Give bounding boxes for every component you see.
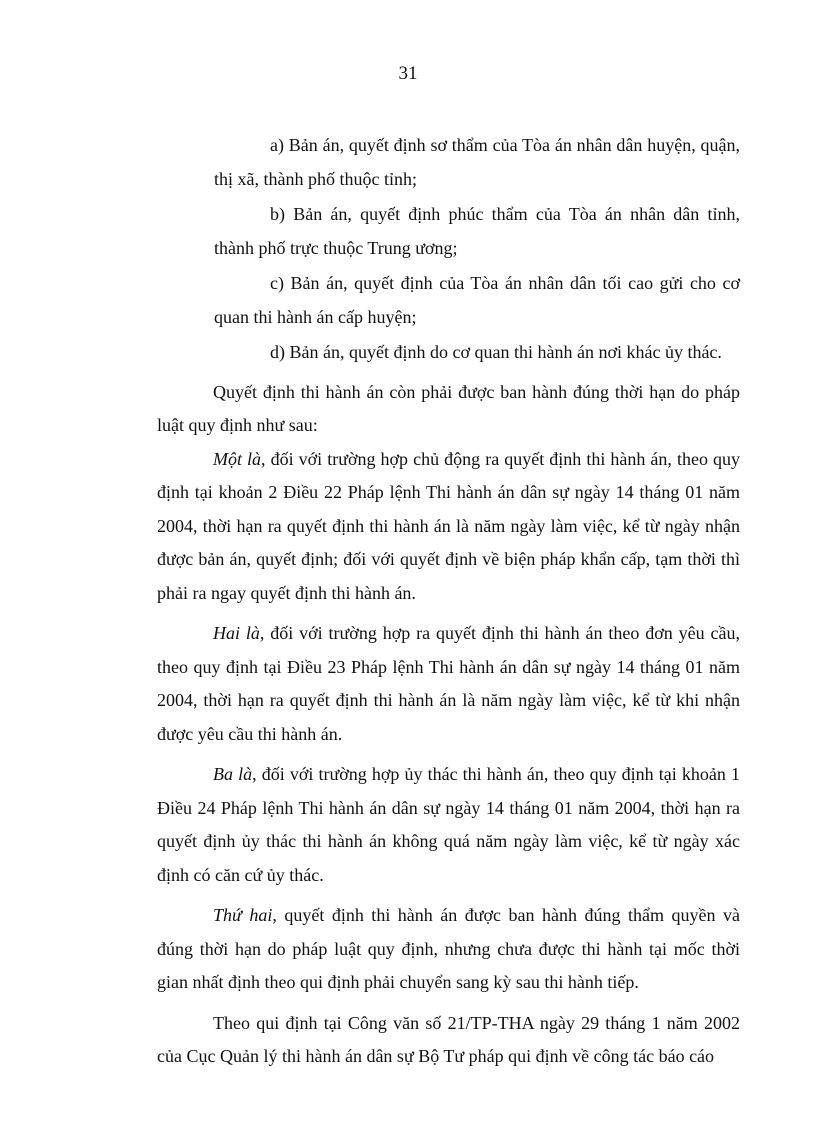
- paragraph-body: , đối với trường hợp chủ động ra quyết định thi hành án, theo quy định tại khoản 2 Điều 22 Pháp lệnh Thi hành án dân sự ngày 14 tháng 01 năm 2004, thời hạn ra quyết định thi hành án là năm ngày làm việc, kể từ ngày nhận được bản án, quyết định; đối với quyết định về biện pháp khẩn cấp, tạm thời thì phải ra ngay quyết định thi hành án.: [157, 448, 740, 603]
- list-item-c: c) Bản án, quyết định của Tòa án nhân dân tối cao gửi cho cơ quan thi hành án cấp huyện;: [214, 273, 740, 327]
- paragraph-hai-la: [157, 617, 740, 751]
- paragraph-thu-hai: [157, 899, 740, 1000]
- paragraph-theo-qui-dinh: Theo qui định tại Công văn số 21/TP-THA ngày 29 tháng 1 năm 2002 của Cục Quản lý thi hành án dân sự Bộ Tư pháp qui định về công tác báo cáo: [157, 1012, 740, 1066]
- paragraph-ba-la: [157, 758, 740, 892]
- paragraph-lead: Một là: [213, 448, 262, 469]
- paragraph-intro: Quyết định thi hành án còn phải được ban hành đúng thời hạn do pháp luật quy định như sau:: [157, 381, 740, 435]
- paragraph-lead: Ba là: [213, 764, 253, 784]
- document-body: [157, 129, 740, 1074]
- list-item-b: b) Bản án, quyết định phúc thẩm của Tòa án nhân dân tỉnh, thành phố trực thuộc Trung ương;: [214, 204, 740, 258]
- paragraph-body: , đối với trường hợp ra quyết định thi hành án theo đơn yêu cầu, theo quy định tại Điều 23 Pháp lệnh Thi hành án dân sự ngày 14 tháng 01 năm 2004, thời hạn ra quyết định thi hành án là năm ngày làm việc, kể từ khi nhận được yêu cầu thi hành án.: [157, 623, 740, 744]
- paragraph-body: , đối với trường hợp ủy thác thi hành án, theo quy định tại khoản 1 Điều 24 Pháp lệnh Thi hành án dân sự ngày 14 tháng 01 năm 2004, thời hạn ra quyết định ủy thác thi hành án không quá năm ngày làm việc, kể từ ngày xác định có căn cứ ủy thác.: [157, 764, 740, 885]
- page-number: 31: [398, 63, 418, 84]
- paragraph-lead: Thứ hai,: [213, 905, 277, 925]
- paragraph-lead: Hai là: [213, 623, 260, 643]
- paragraph-mot-la: [157, 443, 740, 611]
- paragraph-body: quyết định thi hành án được ban hành đúng thẩm quyền và đúng thời hạn do pháp luật quy định, nhưng chưa được thi hành tại mốc thời gian nhất định theo qui định phải chuyển sang kỳ sau thi hành tiếp.: [157, 905, 740, 992]
- list-item-a: a) Bản án, quyết định sơ thẩm của Tòa án nhân dân huyện, quận, thị xã, thành phố thuộc tỉnh;: [214, 135, 740, 189]
- list-item-d: d) Bản án, quyết định do cơ quan thi hành án nơi khác ủy thác.: [270, 342, 722, 362]
